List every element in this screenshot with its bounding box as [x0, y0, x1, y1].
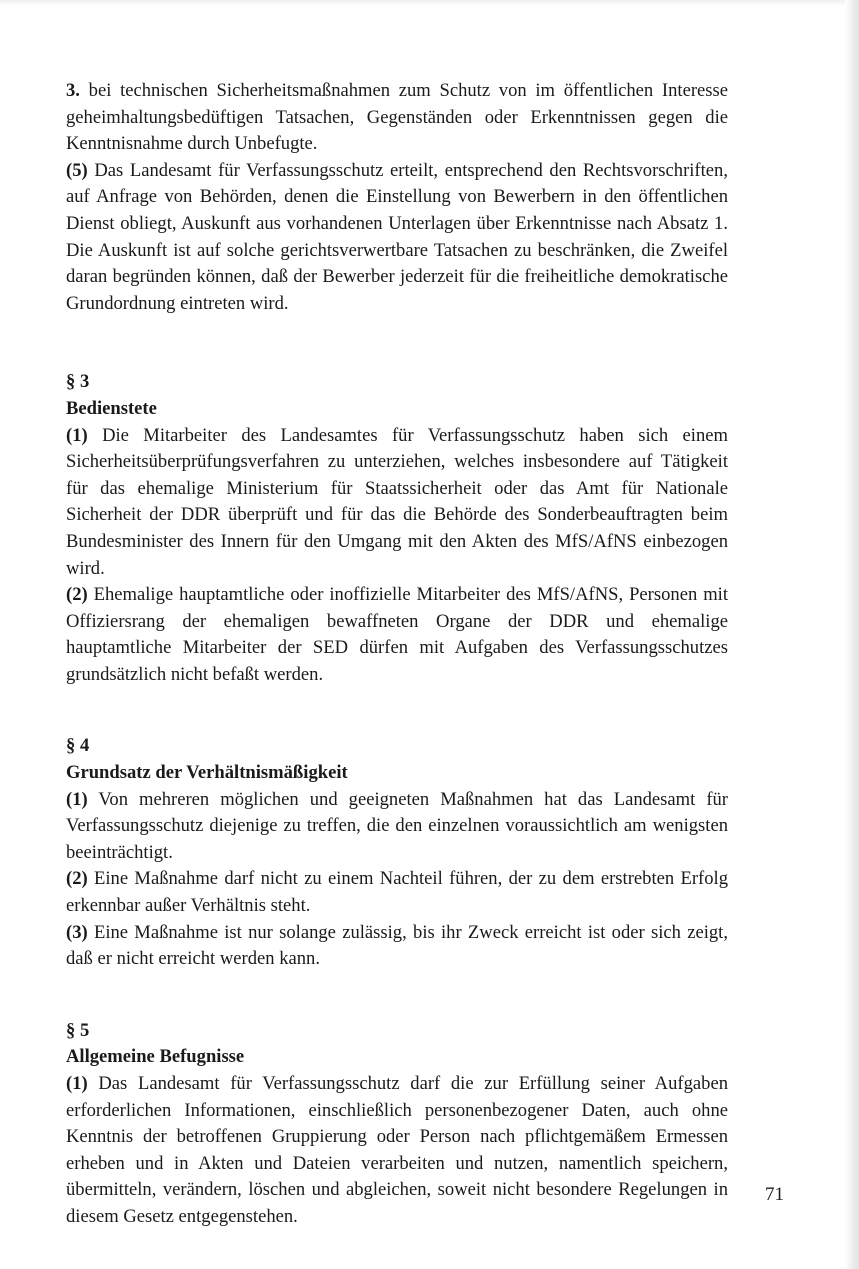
paragraph-text: Ehemalige hauptamtliche oder inoffizielle Mitarbeiter des MfS/AfNS, Personen mit Offiziersrang der ehemaligen bewaffneten Organe der DDR und ehemalige hauptamtliche Mitarbeiter der SED dürfen mit Aufgaben des Verfassungsschutzes grundsätzlich nicht befaßt werden. — [66, 584, 728, 685]
section-3 — [66, 369, 728, 688]
section-3-title: Bedienstete — [66, 397, 157, 419]
page-number: 71 — [765, 1184, 784, 1205]
paragraph-text: Eine Maßnahme ist nur solange zulässig, bis ihr Zweck erreicht ist oder sich zeigt, daß er nicht erreicht werden kann. — [66, 921, 728, 970]
paragraph-text: Das Landesamt für Verfassungsschutz darf die zur Erfüllung seiner Aufgaben erforderlichen Informationen, einschließlich personenbezogener Daten, auch ohne Kenntnis der betroffenen Gruppierung oder Person nach pflichtgemäßem Ermessen erheben und in Akten und Dateien verarbeiten und nutzen, namentlich speichern, übermitteln, verändern, löschen und abgleichen, soweit nicht besondere Regelungen in diesem Gesetz entgegenstehen. — [66, 1073, 728, 1227]
item-3-number: 3. — [66, 80, 80, 101]
section-4-paragraph-2 — [66, 866, 728, 919]
paragraph-text: Eine Maßnahme darf nicht zu einem Nachteil führen, der zu dem erstrebten Erfolg erkennbar außer Verhältnis steht. — [66, 868, 728, 917]
section-4-number: § 4 — [66, 735, 90, 757]
paragraph-number: (3) — [66, 921, 88, 943]
section-5 — [66, 1018, 728, 1231]
section-5-paragraph-1 — [66, 1071, 728, 1231]
item-3 — [66, 78, 728, 158]
paragraph-number: (1) — [66, 1073, 88, 1094]
section-3-paragraph-1 — [66, 423, 728, 583]
paragraph-number: (2) — [66, 868, 88, 890]
section-3-paragraph-2 — [66, 582, 728, 688]
section-4-title: Grundsatz der Verhältnismäßigkeit — [66, 762, 348, 784]
paragraph-5-number: (5) — [66, 159, 88, 181]
paragraph-text: Von mehreren möglichen und geeigneten Maßnahmen hat das Landesamt für Verfassungsschutz diejenige zu treffen, die den einzelnen voraussichtlich am wenigsten beeinträchtigt. — [66, 788, 728, 863]
paragraph-5 — [66, 158, 728, 318]
paragraph-5-text: Das Landesamt für Verfassungsschutz erteilt, entsprechend den Rechtsvorschriften, auf Anfrage von Behörden, denen die Einstellung von Bewerbern in den öffentlichen Dienst obliegt, Auskunft aus vorhandenen Unterlagen über Erkenntnisse nach Absatz 1. Die Auskunft ist auf solche gerichtsverwertbare Tatsachen zu beschränken, die Zweifel daran begründen können, daß der Bewerber jederzeit für die freiheitliche demokratische Grundordnung eintreten wird. — [66, 159, 728, 314]
section-4-paragraph-3 — [66, 920, 728, 973]
section-4-paragraph-1 — [66, 787, 728, 867]
section-4 — [66, 733, 728, 972]
paragraph-number: (1) — [66, 788, 88, 810]
paragraph-number: (1) — [66, 424, 88, 446]
paragraph-number: (2) — [66, 584, 88, 606]
paragraph-text: Die Mitarbeiter des Landesamtes für Verfassungsschutz haben sich einem Sicherheitsüberprüfungsverfahren zu unterziehen, welches insbesondere auf Tätigkeit für das ehemalige Ministerium für Staatssicherheit oder das Amt für Nationale Sicherheit der DDR überprüft und für das die Behörde des Sonderbeauftragten beim Bundesminister des Innern für den Umgang mit den Akten des MfS/AfNS einbezogen wird. — [66, 424, 728, 579]
section-3-number: § 3 — [66, 371, 90, 393]
section-5-number: § 5 — [66, 1019, 90, 1041]
page-top-edge — [0, 0, 859, 6]
section-5-title: Allgemeine Befugnisse — [66, 1046, 245, 1068]
page-right-edge — [845, 0, 859, 1269]
item-3-text: bei technischen Sicherheitsmaßnahmen zum Schutz von im öffentlichen Interesse geheimhaltungsbedüftigen Tatsachen, Gegenständen oder Erkenntnissen gegen die Kenntnisnahme durch Unbefugte. — [66, 80, 728, 155]
document-body — [66, 78, 728, 1231]
